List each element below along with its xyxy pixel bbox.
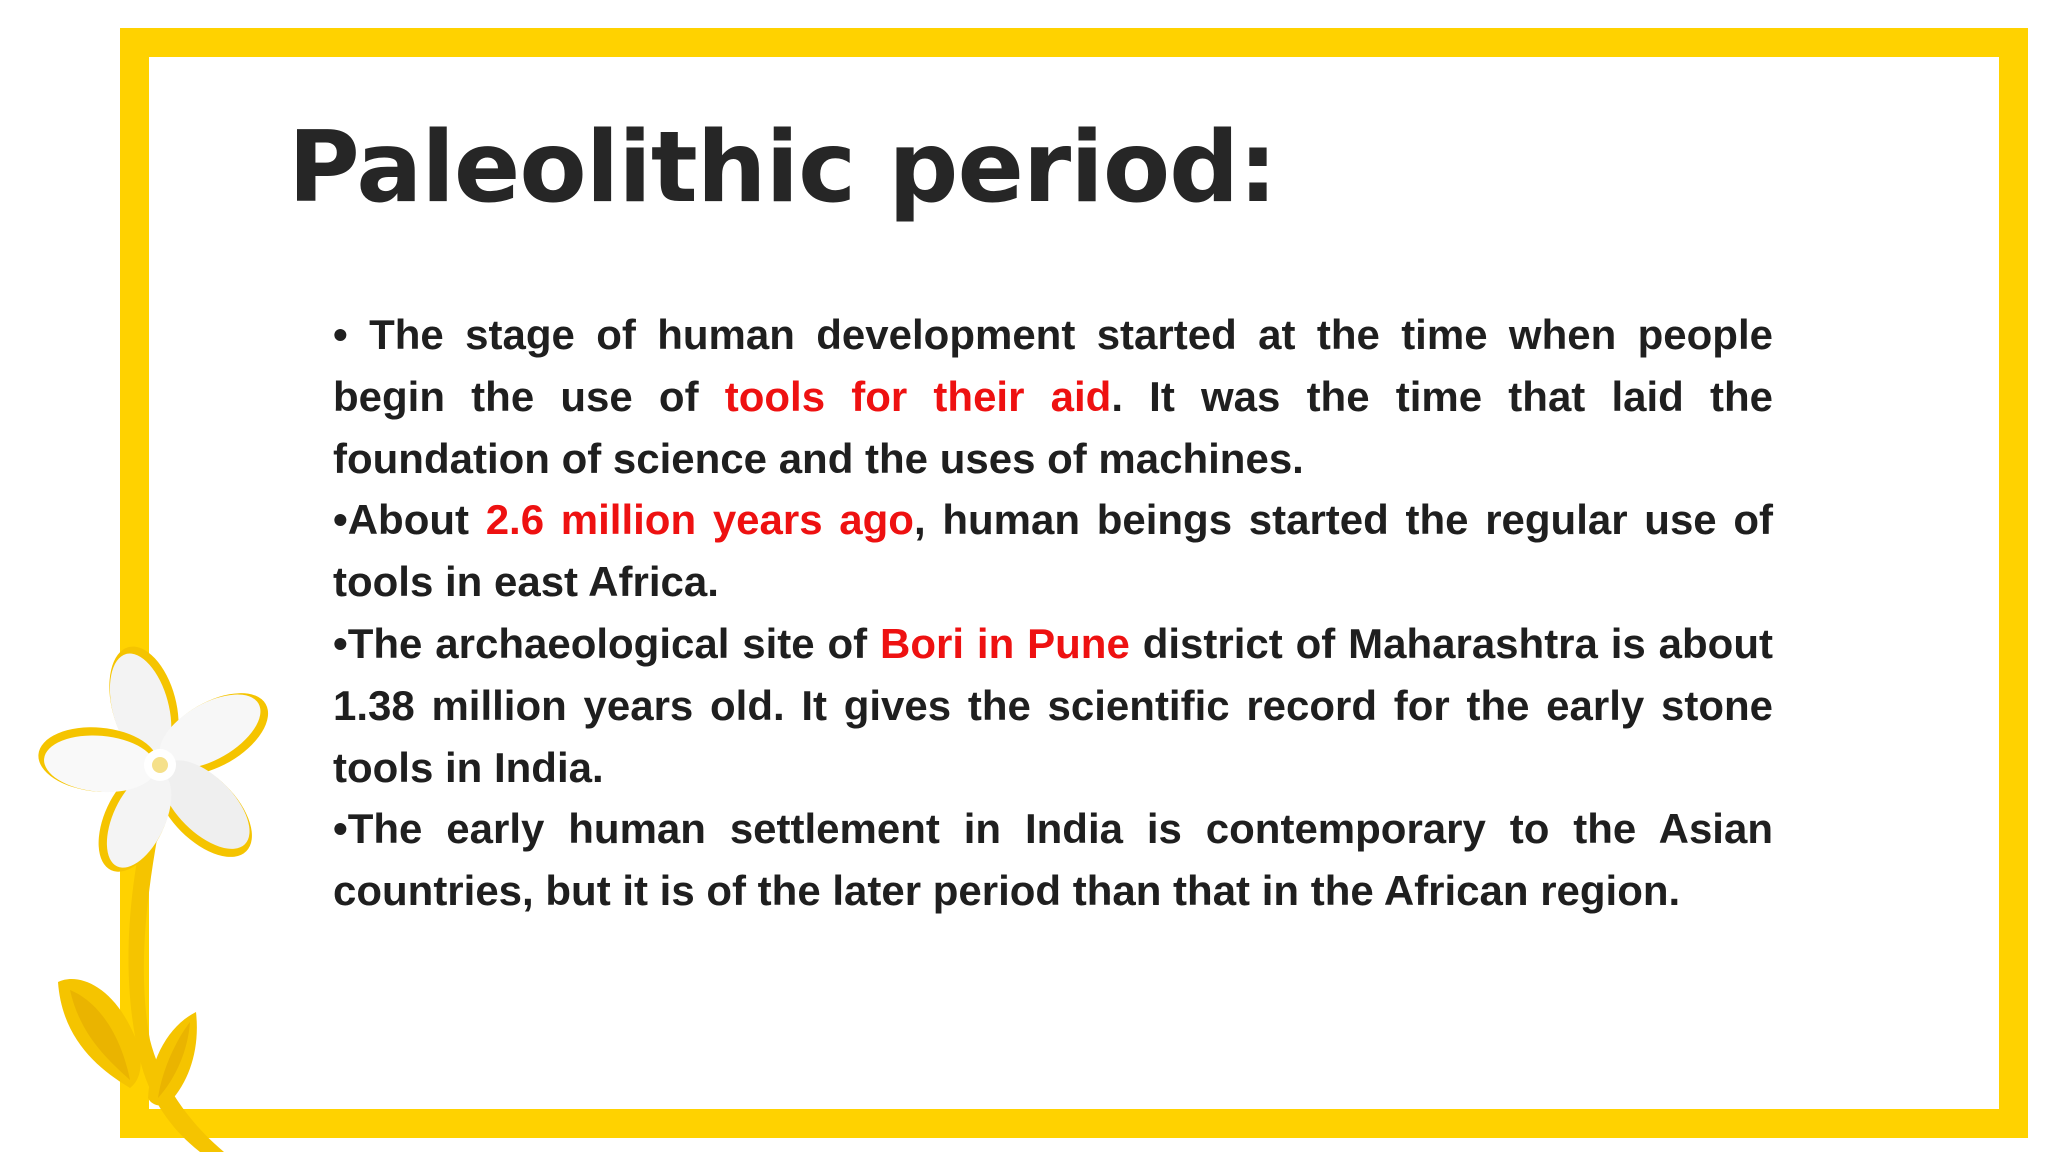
bullet-list [333,304,1773,922]
bullet-marker: • [333,619,348,667]
bullet-text: district of Maharashtra is about 1.38 million years old. It gives the scientific record for the early stone tools in India. [333,619,1773,791]
bullet-text: The archaeological site of [347,619,881,667]
bullet-marker: • [333,311,370,358]
bullet-highlight: tools for their aid [724,372,1112,420]
bullet-highlight: 2.6 million years ago [485,496,914,544]
bullet-marker: • [333,805,348,853]
flower-icon [0,640,300,1152]
bullet-text: , human beings started the regular use of tools in east Africa. [333,496,1773,606]
slide-title: Paleolithic period: [288,111,1277,225]
bullet-text: About [347,496,486,544]
bullet-highlight: Bori in Pune [880,619,1130,667]
bullet-item [333,613,1773,798]
bullet-item [333,304,1773,489]
bullet-marker: • [333,496,348,544]
bullet-text: The stage of human development started at the time when people begin the use of [333,311,1773,420]
bullet-text: The early human settlement in India is contemporary to the Asian countries, but it is of the later period than that in the African region. [333,805,1773,915]
bullet-item [333,798,1773,922]
bullet-text: . It was the time that laid the foundation of science and the uses of machines. [333,372,1774,482]
bullet-item [333,489,1773,613]
